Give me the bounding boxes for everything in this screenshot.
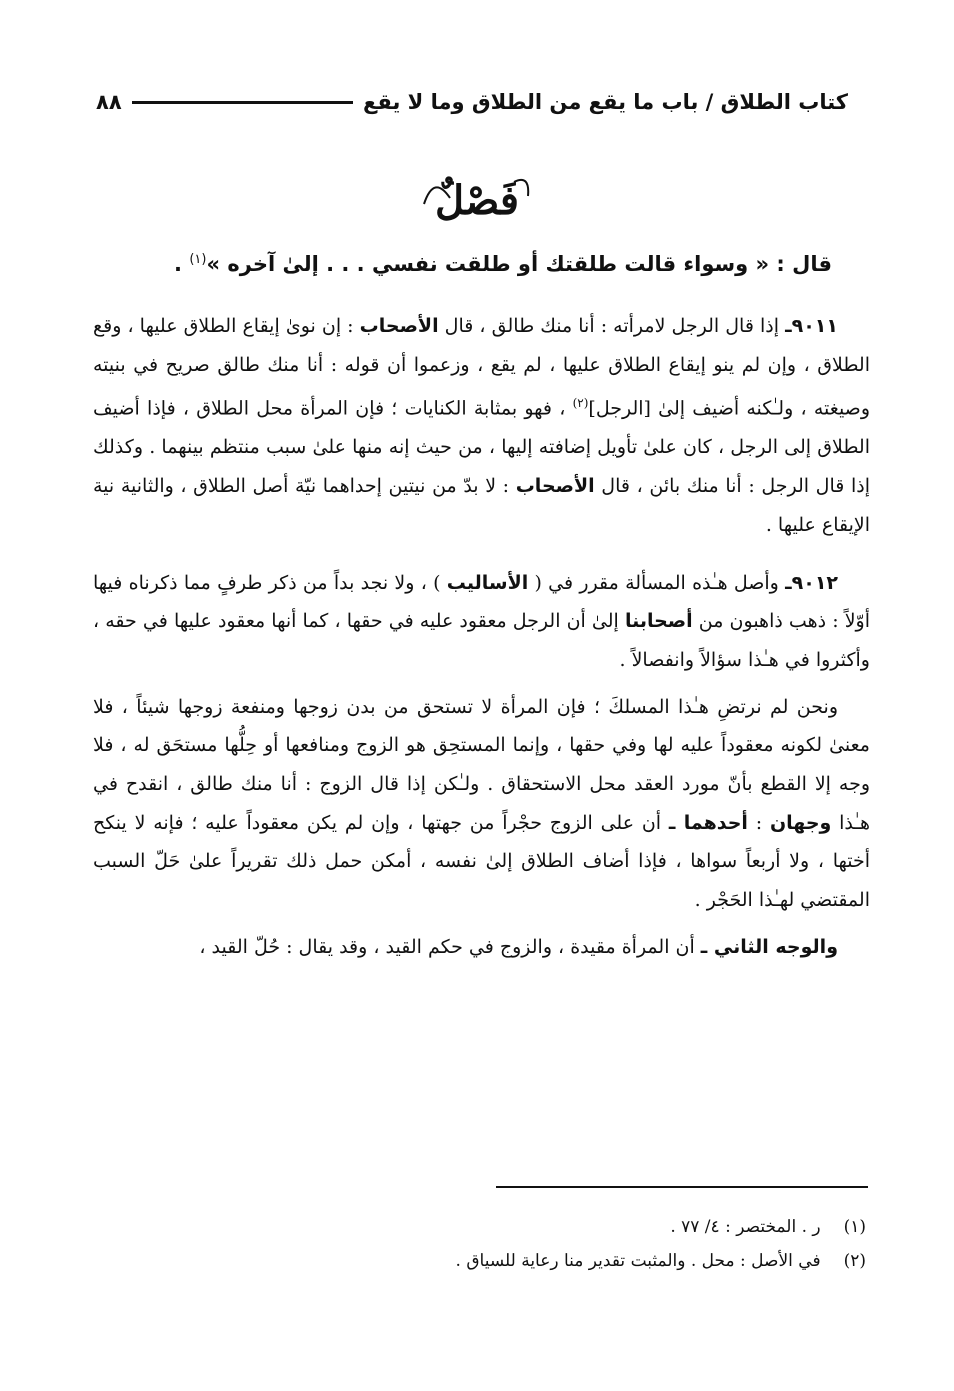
text-run: أن على الزوج حجْراً من جهتها ، وإن لم يكن معقوداً عليه ؛ فإنه لا ينكح أختها ، ولا أربعاً سواها ، فإذا أضاف الطلاق إلىٰ نفسه ، أمكن حمل ذلك تقريراً علىٰ حَلّ السبب المقتضي لهـٰذا الحَجْر .: [93, 811, 870, 912]
text-run: : لا بدّ من نيتين إحداهما نيّة أصل الطلاق ، والثانية نية الإيقاع عليها .: [93, 475, 870, 536]
text-run: إلىٰ أن الرجل معقود عليه في حقها ، كما أنها معقود عليها في حقه ، وأكثروا في هـٰذا سؤالاً وانفصالاً .: [93, 610, 870, 671]
text-run: : إن نوىٰ إيقاع الطلاق عليها ، وقع الطلاق ، وإن لم ينو إيقاع الطلاق عليها ، لم يقع ، وزعموا أن قوله : أنا منك طالق صريح في بنيته وصيغته ، ولـٰكنه أضيف إلىٰ [الرجل]: [93, 315, 870, 420]
paragraph-9011: [93, 307, 870, 545]
text-run: أن المرأة مقيدة ، والزوج في حكم القيد ، وقد يقال : حُلّ القيد ،: [199, 935, 701, 958]
paragraph-second-aspect: [93, 928, 870, 967]
text-run: ، فهو بمثابة الكنايات ؛ فإن المرأة محل الطلاق ، فإذا أضيف الطلاق إلى الرجل ، كان علىٰ تأويل إضافته إليها ، من حيث إنه منها علىٰ سبب منتظم بينهما . وكذلك إذا قال الرجل : أنا منك بائن ، قال: [93, 397, 870, 498]
quoted-matn: [112, 240, 832, 284]
footnote-text: ر . المختصر : ٤/ ٧٧ .: [670, 1217, 821, 1237]
bold-term: الأصحاب: [359, 315, 439, 337]
quote-text: قال : « وسواء قالت طلقتك أو طلقت نفسي . . . إلىٰ آخره »: [206, 252, 832, 276]
bold-term: الأصحاب: [515, 475, 595, 498]
paragraph-number: ٩٠١١ـ: [785, 315, 838, 337]
footnote-number: (١): [843, 1217, 866, 1237]
running-header: [96, 82, 848, 122]
footnote-1: [86, 1210, 866, 1244]
bold-term: الأساليب: [446, 571, 529, 594]
footnote-separator: [496, 1186, 868, 1188]
fasl-heading-text: فَصْلٌ: [434, 177, 520, 224]
bold-term: وجهان: [769, 811, 832, 834]
header-rule: [132, 101, 353, 104]
text-run: إذا قال الرجل لامرأته : أنا منك طالق ، قال: [438, 315, 786, 337]
text-run: ونحن لم نرتضِ هـٰذا المسلكَ ؛ فإن المرأة لا تستحق من بدن زوجها ومنفعة زوجها شيئاً ، فلا معنىٰ لكونه معقوداً عليه لها وفي حقها ، وإنما المستحِق هو الزوج ومنافعها أو حِلُّها مستحَق له ، فلا وجه إلا القطع بأنّ مورد العقد محل الاستحقاق . ولـٰكن إذا قال الزوج : أنا منك طالق ، انقدح في هـٰذا: [93, 695, 870, 834]
text-run: :: [747, 811, 770, 834]
text-run: ) ، ولا نجد بداً من ذكر طرفٍ مما ذكرناه فيها أوّلاً : ذهب ذاهبون من: [93, 571, 870, 633]
paragraph-number: ٩٠١٢ـ: [785, 571, 839, 594]
bold-term: أصحابنا: [624, 610, 693, 633]
paragraph-9012: [93, 564, 870, 680]
footnote-number: (٢): [843, 1251, 866, 1271]
footnote-text: في الأصل : محل . والمثبت تقدير منا رعاية للسياق .: [455, 1251, 821, 1271]
fasl-ornament-heading: [410, 164, 544, 230]
footnote-ref-2: (٢): [572, 396, 589, 411]
running-title: كتاب الطلاق / باب ما يقع من الطلاق وما لا يقع: [363, 90, 848, 114]
bold-term: أحدهما ـ: [668, 811, 748, 834]
page-number: ٨٨: [96, 90, 122, 114]
bold-term: والوجه الثاني ـ: [700, 935, 838, 958]
text-run: وأصل هـٰذه المسألة مقرر في (: [528, 571, 786, 594]
quote-end: .: [174, 252, 190, 276]
paragraph-continuation: [93, 688, 870, 920]
footnote-ref-1: (١): [189, 252, 207, 267]
footnote-2: [86, 1244, 866, 1278]
main-text: [93, 307, 870, 967]
footnotes: [86, 1210, 866, 1278]
